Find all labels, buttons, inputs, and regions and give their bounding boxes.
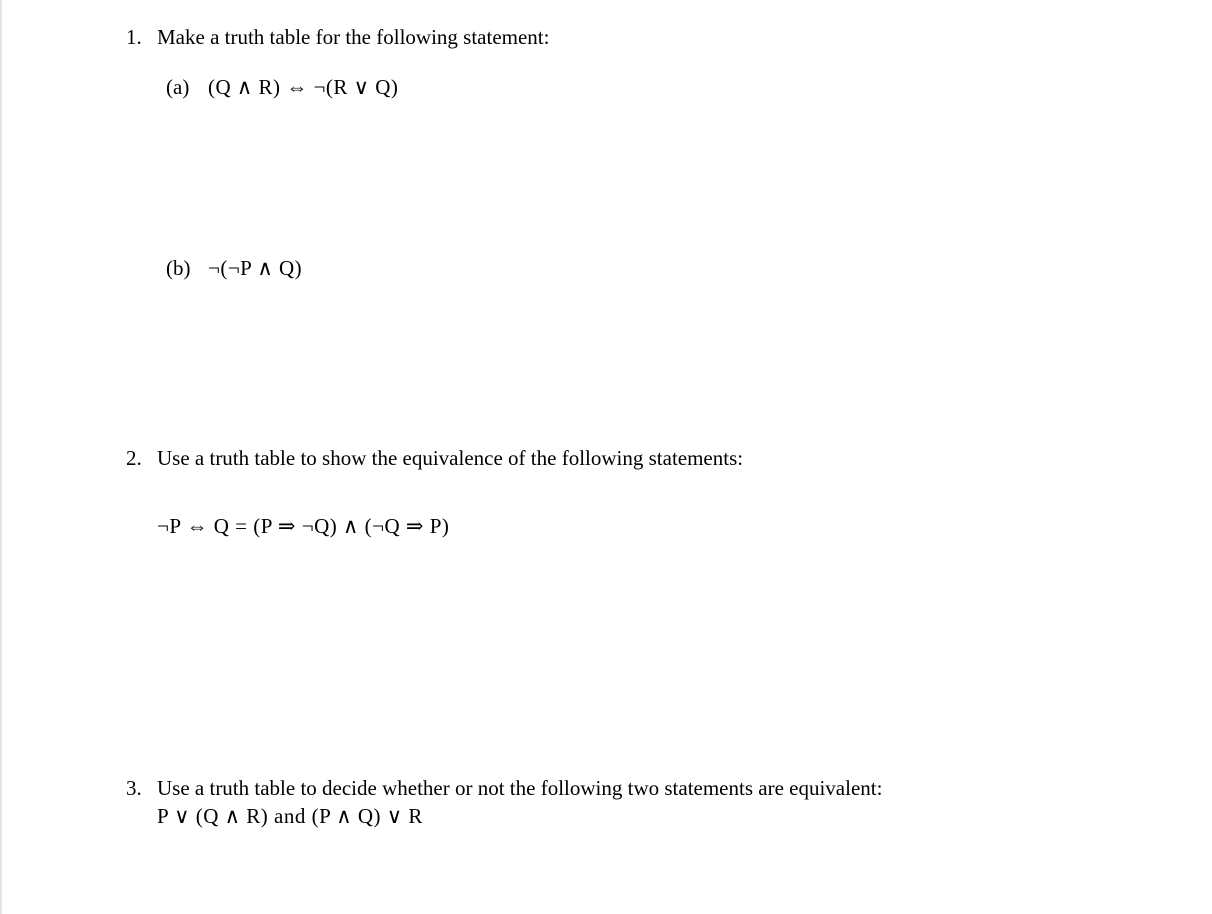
- problem-2-expression: ¬P ⇔ Q = (P ⇒ ¬Q) ∧ (¬Q ⇒ P): [157, 514, 450, 538]
- page-left-border: [0, 0, 2, 914]
- problem-2-expression-line: [157, 513, 449, 539]
- problem-1-prompt: Make a truth table for the following statement:: [157, 25, 550, 49]
- problem-3-prompt: Use a truth table to decide whether or not the following two statements are equivalent:: [157, 776, 883, 800]
- problem-3-header: [126, 775, 882, 801]
- problem-1a-expression: (Q ∧ R) ⇔ ¬(R ∨ Q): [208, 75, 399, 99]
- problem-1-number: 1.: [126, 25, 142, 49]
- problem-1b-label: (b): [166, 256, 191, 280]
- problem-3-number: 3.: [126, 776, 142, 800]
- problem-3-expression-line: [157, 803, 423, 829]
- problem-1-header: [126, 24, 549, 50]
- problem-1a: [166, 74, 398, 100]
- problem-1a-label: (a): [166, 75, 190, 99]
- problem-2-header: [126, 445, 743, 471]
- problem-1b: [166, 255, 302, 281]
- problem-1b-expression: ¬(¬P ∧ Q): [208, 256, 303, 280]
- problem-2-number: 2.: [126, 446, 142, 470]
- problem-2-prompt: Use a truth table to show the equivalence of the following statements:: [157, 446, 744, 470]
- problem-3-expression: P ∨ (Q ∧ R) and (P ∧ Q) ∨ R: [157, 804, 423, 828]
